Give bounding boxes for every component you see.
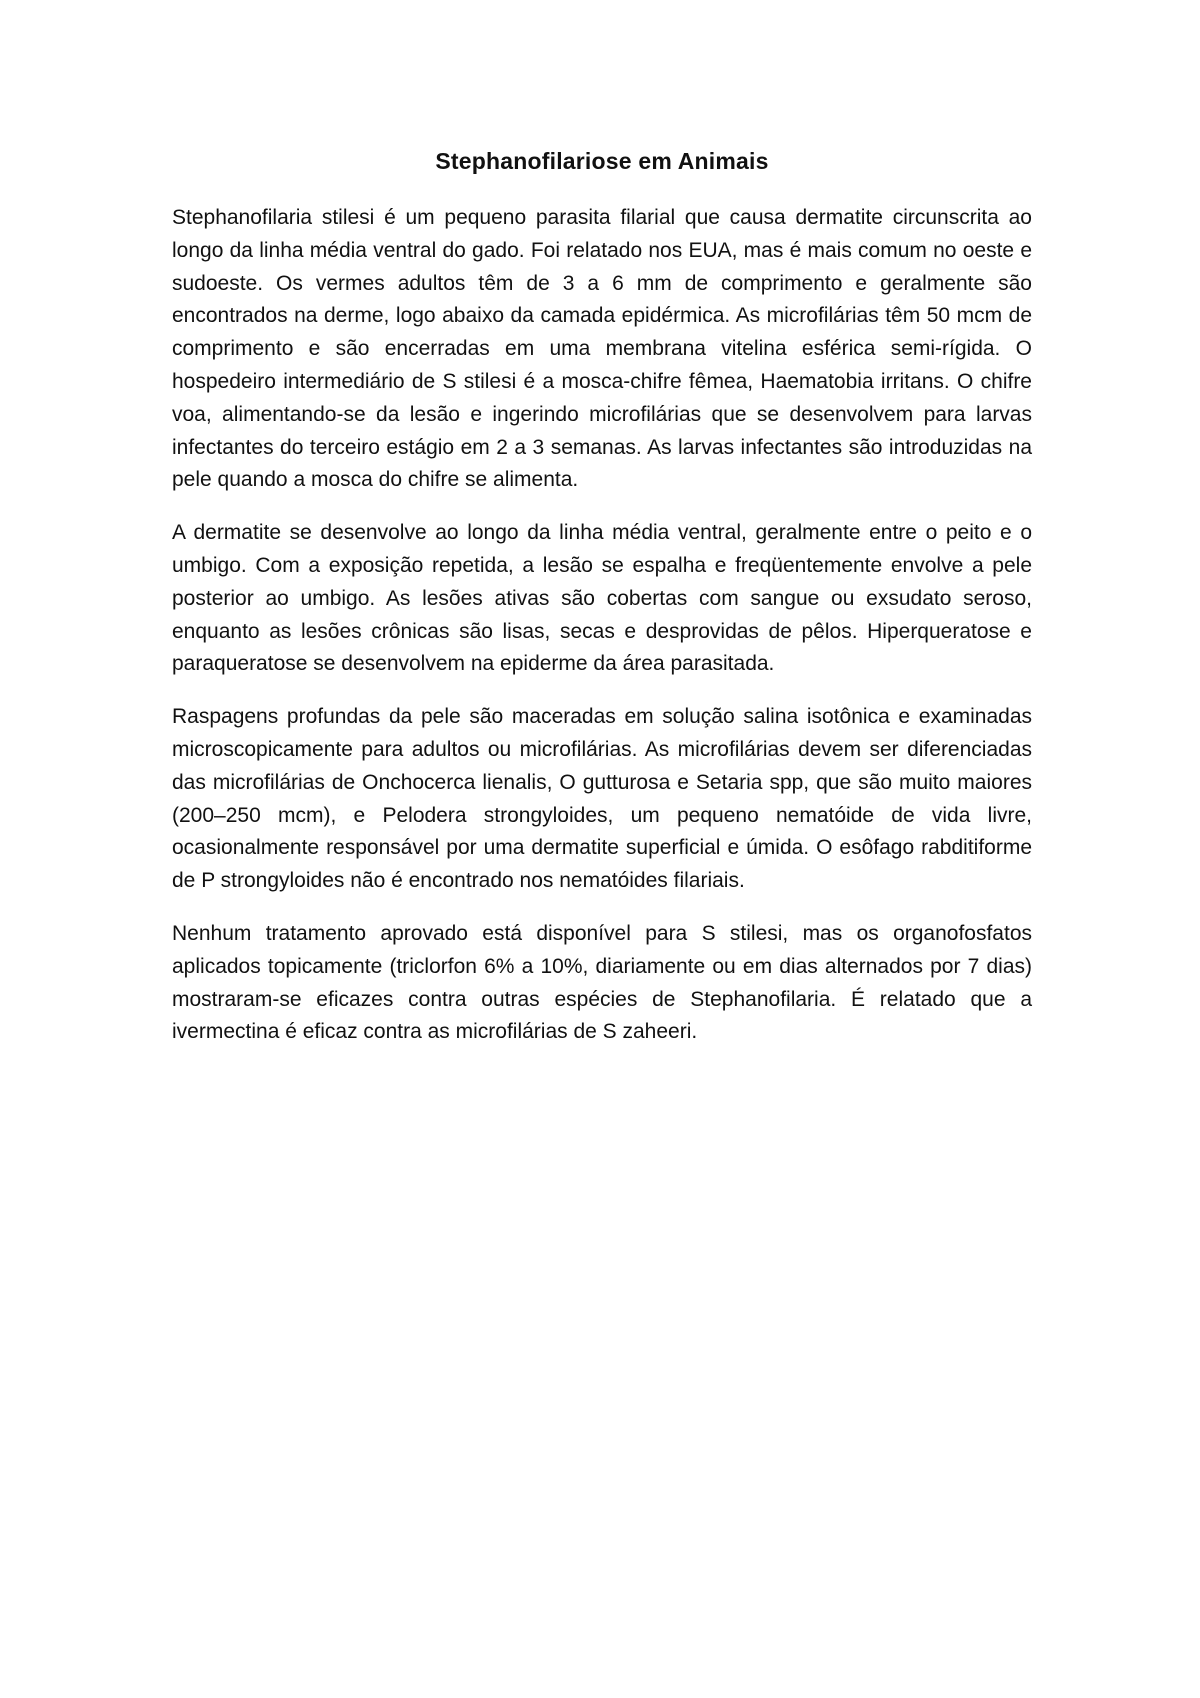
paragraph-diagnosis: Raspagens profundas da pele são maceradas em solução salina isotônica e examinadas microscopicamente para adultos ou microfilárias. As microfilárias devem ser diferenciadas das microfilárias de Onchocerca lienalis, O gutturosa e Setaria spp, que são muito maiores (200–250 mcm), e Pelodera strongyloides, um pequeno nematóide de vida livre, ocasionalmente responsável por uma dermatite superficial e úmida. O esôfago rabditiforme de P strongyloides não é encontrado nos nematóides filariais.: [172, 705, 1032, 893]
document-title: Stephanofilariose em Animais: [435, 148, 769, 174]
document-content: [172, 146, 1032, 1069]
paragraph-treatment: Nenhum tratamento aprovado está disponível para S stilesi, mas os organofosfatos aplicados topicamente (triclorfon 6% a 10%, diariamente ou em dias alternados por 7 dias) mostraram-se eficazes contra outras espécies de Stephanofilaria. É relatado que a ivermectina é eficaz contra as microfilárias de S zaheeri.: [172, 921, 1032, 1044]
paragraph-life-cycle: Stephanofilaria stilesi é um pequeno parasita filarial que causa dermatite circunscrita ao longo da linha média ventral do gado. Foi relatado nos EUA, mas é mais comum no oeste e sudoeste. Os vermes adultos têm de 3 a 6 mm de comprimento e geralmente são encontrados na derme, logo abaixo da camada epidérmica. As microfilárias têm 50 mcm de comprimento e são encerradas em uma membrana vitelina esférica semi-rígida. O hospedeiro intermediário de S stilesi é a mosca-chifre fêmea, Haematobia irritans. O chifre voa, alimentando-se da lesão e ingerindo microfilárias que se desenvolvem para larvas infectantes do terceiro estágio em 2 a 3 semanas. As larvas infectantes são introduzidas na pele quando a mosca do chifre se alimenta.: [172, 206, 1032, 492]
paragraph-dermatitis: A dermatite se desenvolve ao longo da linha média ventral, geralmente entre o peito e o umbigo. Com a exposição repetida, a lesão se espalha e freqüentemente envolve a pele posterior ao umbigo. As lesões ativas são cobertas com sangue ou exsudato seroso, enquanto as lesões crônicas são lisas, secas e desprovidas de pêlos. Hiperqueratose e paraqueratose se desenvolvem na epiderme da área parasitada.: [172, 521, 1032, 676]
